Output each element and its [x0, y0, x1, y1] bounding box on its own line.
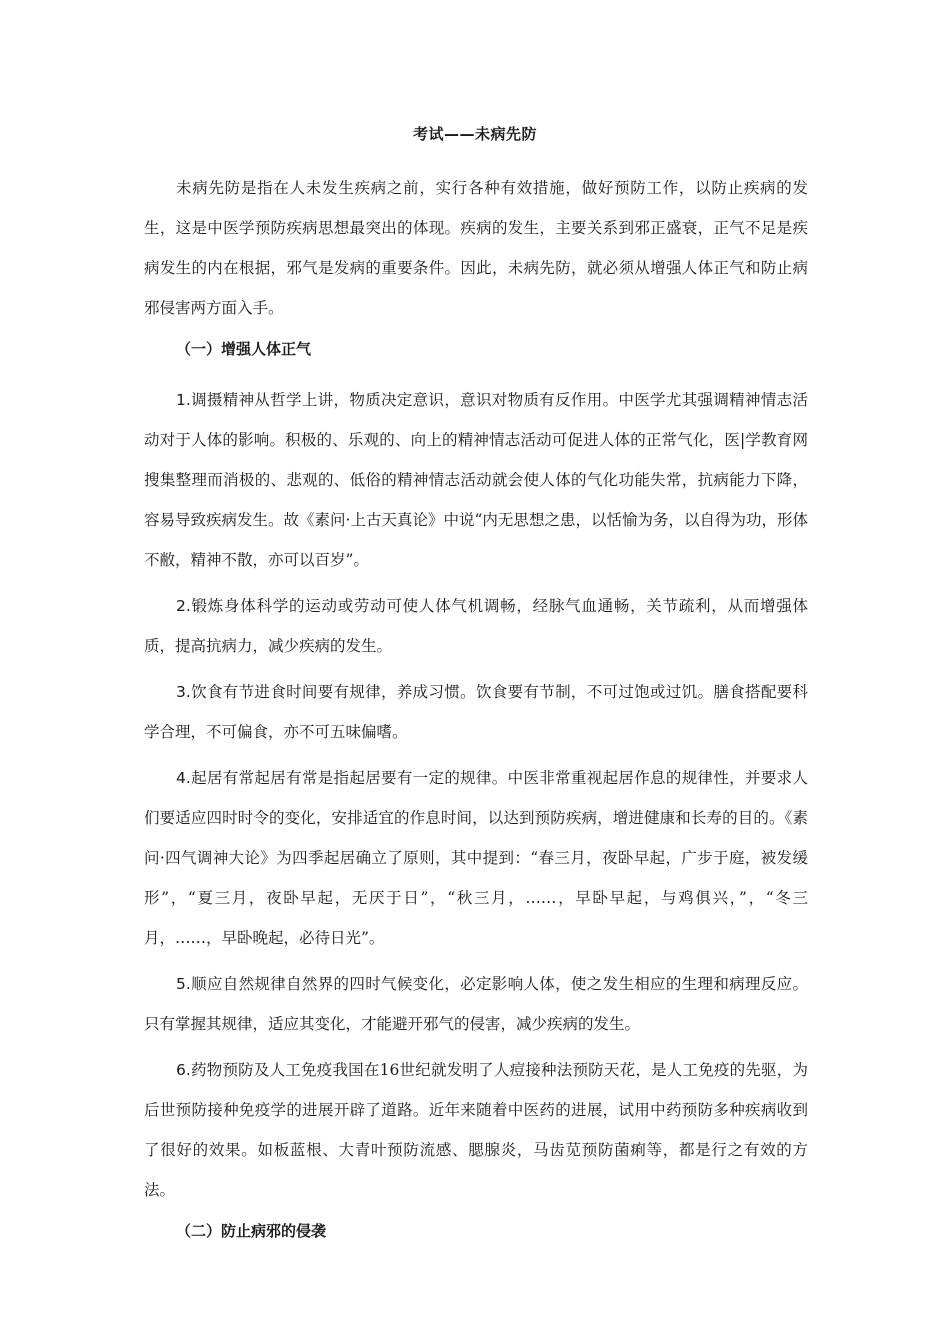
section-heading-2: （二）防止病邪的侵袭 [176, 1222, 327, 1240]
section-heading-1: （一）增强人体正气 [176, 340, 312, 358]
list-item [144, 586, 808, 666]
item-number: 5. [176, 975, 191, 993]
intro-paragraph: 未病先防是指在人未发生疾病之前，实行各种有效措施，做好预防工作，以防止疾病的发生，这是中医学预防疾病思想最突出的体现。疾病的发生，主要关系到邪正盛衰，正气不足是疾病发生的内在根据，邪气是发病的重要条件。因此，未病先防，就必须从增强人体正气和防止病邪侵害两方面入手。 [144, 179, 808, 317]
list-item [144, 1050, 808, 1210]
item-number: 1. [176, 391, 191, 409]
item-text: 顺应自然规律自然界的四时气候变化，必定影响人体，使之发生相应的生理和病理反应。只有掌握其规律，适应其变化，才能避开邪气的侵害，减少疾病的发生。 [144, 975, 808, 1033]
list-item [144, 758, 808, 958]
list-item [144, 964, 808, 1044]
document-body [144, 168, 808, 1262]
item-number: 2. [176, 597, 191, 615]
item-number: 3. [176, 683, 191, 701]
item-text: 起居有常起居有常是指起居要有一定的规律。中医非常重视起居作息的规律性，并要求人们要适应四时时令的变化，安排适宜的作息时间，以达到预防疾病，增进健康和长寿的目的。《素问·四气调神大论》为四季起居确立了原则，其中提到：“春三月，夜卧早起，广步于庭，被发缓形”，“夏三月，夜卧早起，无厌于日”，“秋三月，……，早卧早起，与鸡俱兴，”，“冬三月，……，早卧晚起，必待日光”。 [144, 769, 808, 947]
item-text: 饮食有节进食时间要有规律，养成习惯。饮食要有节制，不可过饱或过饥。膳食搭配要科学合理，不可偏食，亦不可五味偏嗜。 [144, 683, 808, 741]
item-text: 锻炼身体科学的运动或劳动可使人体气机调畅，经脉气血通畅，关节疏利，从而增强体质，提高抗病力，减少疾病的发生。 [144, 597, 808, 655]
item-text: 调摄精神从哲学上讲，物质决定意识，意识对物质有反作用。中医学尤其强调精神情志活动对于人体的影响。积极的、乐观的、向上的精神情志活动可促进人体的正常气化，医|学教育网搜集整理而消极的、悲观的、低俗的精神情志活动就会使人体的气化功能失常，抗病能力下降，容易导致疾病发生。故《素问·上古天真论》中说“内无思想之患，以恬愉为务，以自得为功，形体不敝，精神不散，亦可以百岁”。 [144, 391, 808, 569]
item-number: 4. [176, 769, 191, 787]
list-item [144, 672, 808, 752]
document-title: 考试——未病先防 [412, 125, 537, 143]
item-number: 6. [176, 1061, 191, 1079]
item-text: 药物预防及人工免疫我国在16世纪就发明了人痘接种法预防天花，是人工免疫的先驱，为后世预防接种免疫学的进展开辟了道路。近年来随着中医药的进展，试用中药预防多种疾病收到了很好的效果。如板蓝根、大青叶预防流感、腮腺炎，马齿苋预防菌痢等，都是行之有效的方法。 [144, 1061, 808, 1199]
list-item [144, 380, 808, 580]
